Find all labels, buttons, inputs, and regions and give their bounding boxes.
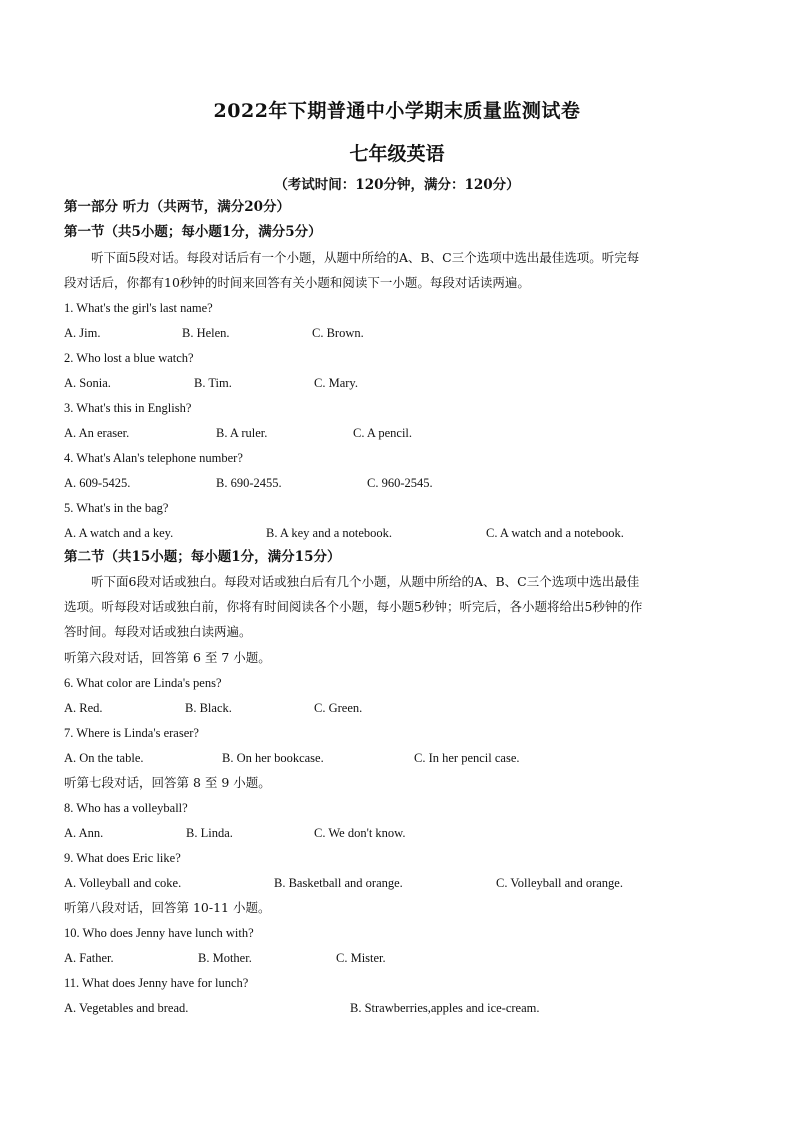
option-c: C. A watch and a notebook. xyxy=(486,526,624,540)
option-a: A. 609-5425. xyxy=(64,476,131,490)
option-a: A. Volleyball and coke. xyxy=(64,876,182,890)
section1-instruction: 段对话后，你都有10秒钟的时间来回答有关小题和阅读下一小题。每段对话读两遍。 xyxy=(64,275,530,290)
option-a: A. Ann. xyxy=(64,826,104,840)
option-b: B. 690-2455. xyxy=(216,476,282,490)
option-b: B. Black. xyxy=(185,701,232,715)
question-text: 7. Where is Linda's eraser? xyxy=(64,726,199,740)
option-c: C. Volleyball and orange. xyxy=(496,876,623,890)
option-c: C. Mister. xyxy=(336,951,386,965)
section1-heading: 第一节（共5小题；每小题1分，满分5分） xyxy=(64,224,322,240)
option-a: A. Vegetables and bread. xyxy=(64,1001,189,1015)
option-b: B. On her bookcase. xyxy=(222,751,324,765)
option-b: B. A key and a notebook. xyxy=(266,526,393,540)
question-text: 11. What does Jenny have for lunch? xyxy=(64,976,249,990)
exam-info: （考试时间：120分钟，满分：120分） xyxy=(274,177,520,193)
exam-title: 2022年下期普通中小学期末质量监测试卷 xyxy=(213,100,581,122)
option-c: C. Green. xyxy=(314,701,363,715)
option-c: C. In her pencil case. xyxy=(414,751,520,765)
option-c: C. Brown. xyxy=(312,326,364,340)
question-text: 8. Who has a volleyball? xyxy=(64,801,188,815)
option-c: C. 960-2545. xyxy=(367,476,433,490)
exam-subtitle: 七年级英语 xyxy=(349,143,445,165)
option-b: B. Basketball and orange. xyxy=(274,876,403,890)
dialogue-intro: 听第八段对话，回答第 10-11 小题。 xyxy=(64,900,271,915)
option-a: A. An eraser. xyxy=(64,426,130,440)
option-a: A. Jim. xyxy=(64,326,101,340)
option-a: A. A watch and a key. xyxy=(64,526,174,540)
option-b: B. Helen. xyxy=(182,326,230,340)
option-a: A. On the table. xyxy=(64,751,144,765)
option-b: B. Linda. xyxy=(186,826,233,840)
dialogue-intro: 听第六段对话，回答第 6 至 7 小题。 xyxy=(64,650,271,665)
question-text: 2. Who lost a blue watch? xyxy=(64,351,194,365)
part1-heading: 第一部分 听力（共两节，满分20分） xyxy=(64,199,290,215)
option-c: C. Mary. xyxy=(314,376,358,390)
option-c: C. A pencil. xyxy=(353,426,413,440)
option-a: A. Father. xyxy=(64,951,114,965)
dialogue-intro: 听第七段对话，回答第 8 至 9 小题。 xyxy=(64,775,271,790)
option-b: B. Strawberries,apples and ice-cream. xyxy=(350,1001,540,1015)
option-b: B. A ruler. xyxy=(216,426,268,440)
option-b: B. Mother. xyxy=(198,951,252,965)
option-a: A. Sonia. xyxy=(64,376,111,390)
option-b: B. Tim. xyxy=(194,376,232,390)
question-text: 9. What does Eric like? xyxy=(64,851,181,865)
question-text: 4. What's Alan's telephone number? xyxy=(64,451,243,465)
option-a: A. Red. xyxy=(64,701,103,715)
question-text: 10. Who does Jenny have lunch with? xyxy=(64,926,254,940)
question-text: 6. What color are Linda's pens? xyxy=(64,676,222,690)
question-text: 1. What's the girl's last name? xyxy=(64,301,213,315)
section2-heading: 第二节（共15小题；每小题1分，满分15分） xyxy=(64,549,341,565)
section2-instruction: 答时间。每段对话或独白读两遍。 xyxy=(64,624,252,639)
section1-instruction: 听下面5段对话。每段对话后有一个小题，从题中所给的A、B、C三个选项中选出最佳选项。听完每 xyxy=(91,250,640,265)
question-text: 5. What's in the bag? xyxy=(64,501,169,515)
question-text: 3. What's this in English? xyxy=(64,401,192,415)
section2-instruction: 听下面6段对话或独白。每段对话或独白后有几个小题，从题中所给的A、B、C三个选项中选出最佳 xyxy=(91,574,640,589)
option-c: C. We don't know. xyxy=(314,826,406,840)
section2-instruction: 选项。听每段对话或独白前，你将有时间阅读各个小题，每小题5秒钟；听完后，各小题将给出5秒钟的作 xyxy=(64,599,643,614)
